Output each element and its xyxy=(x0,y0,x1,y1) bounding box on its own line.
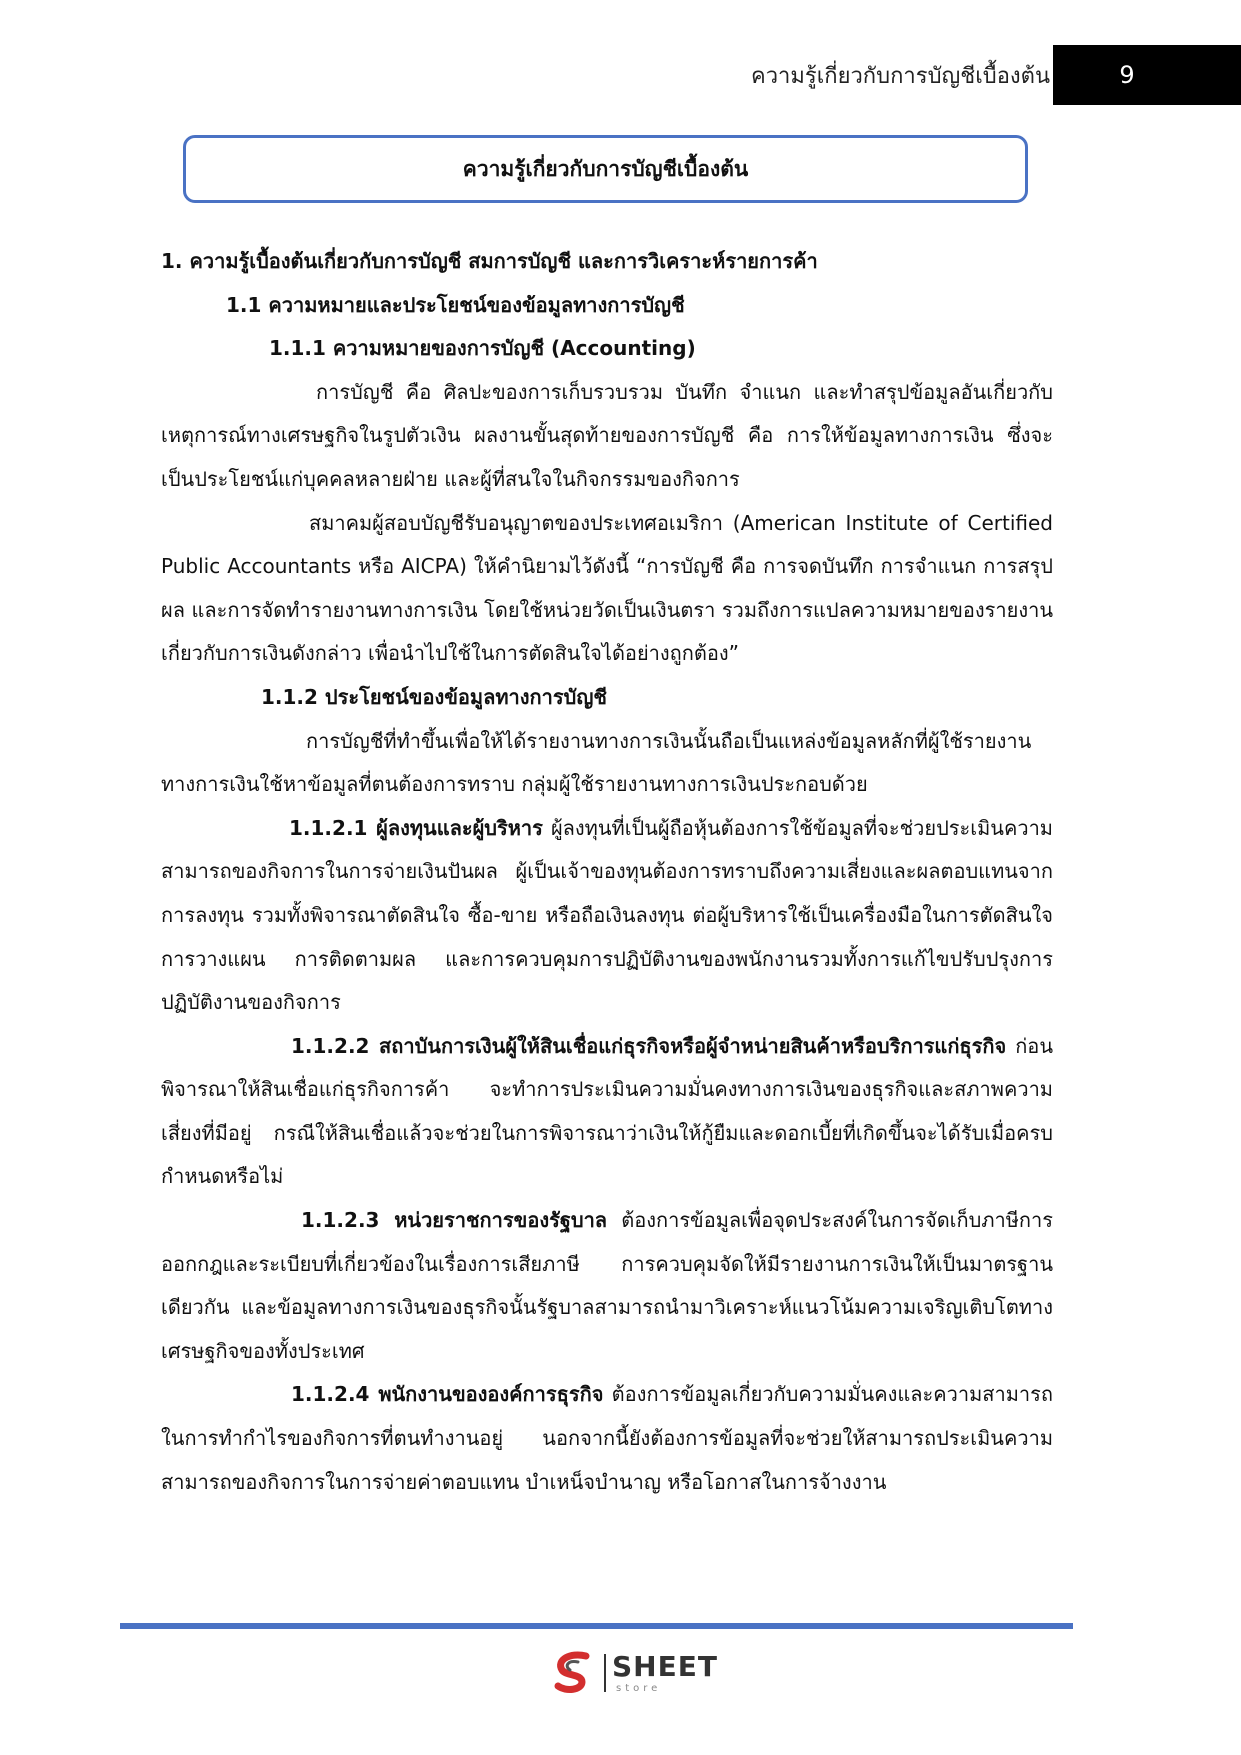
page-number: 9 xyxy=(1119,61,1135,89)
running-header-title: ความรู้เกี่ยวกับการบัญชีเบื้องต้น xyxy=(750,64,1050,89)
item-label: 1.1.2.1 ผู้ลงทุนและผู้บริหาร xyxy=(289,815,543,840)
chapter-title-box xyxy=(183,135,1028,203)
item-label: 1.1.2.4 พนักงานขององค์การธุรกิจ xyxy=(291,1382,604,1407)
subsection-heading: 1.1 ความหมายและประโยชน์ของข้อมูลทางการบัญชี xyxy=(226,292,685,317)
item-label: 1.1.2.3 หน่วยราชการของรัฐบาล xyxy=(301,1208,608,1233)
logo-wordmark: SHEET xyxy=(612,1650,718,1683)
paragraph-definition: การบัญชี คือ ศิลปะของการเก็บรวบรวม บันทึก จำแนก และทำสรุปข้อมูลอันเกี่ยวกับเหตุการณ์ทางเศรษฐกิจในรูปตัวเงิน ผลงานขั้นสุดท้ายของการบัญชี คือ การให้ข้อมูลทางการเงิน ซึ่งจะเป็นประโยชน์แก่บุคคลหลายฝ่าย และผู้ที่สนใจในกิจกรรมของกิจการ xyxy=(161,379,1053,491)
item-text: ต้องการข้อมูลเกี่ยวกับความมั่นคงและความสามารถในการทำกำไรของกิจการที่ตนทำงานอยู่ นอกจากนี้ยังต้องการข้อมูลที่จะช่วยให้สามารถประเมินความสามารถของกิจการในการจ่ายค่าตอบแทน บำเหน็จบำนาญ หรือโอกาสในการจ้างงาน xyxy=(161,1382,1053,1494)
item-text: ก่อนพิจารณาให้สินเชื่อแก่ธุรกิจการค้า จะทำการประเมินความมั่นคงทางการเงินของธุรกิจและสภาพความเสี่ยงที่มีอยู่ กรณีให้สินเชื่อแล้วจะช่วยในการพิจารณาว่าเงินให้กู้ยืมและดอกเบี้ยที่เกิดขึ้นจะได้รับเมื่อครบกำหนดหรือไม่ xyxy=(161,1033,1053,1189)
page-number-box xyxy=(1053,45,1241,105)
list-item-lenders xyxy=(161,1025,1053,1199)
logo-subtext: store xyxy=(616,1683,662,1694)
footer-divider xyxy=(120,1623,1073,1629)
paragraph-aicpa: สมาคมผู้สอบบัญชีรับอนุญาตของประเทศอเมริกา (American Institute of Certified Public Accountants หรือ AICPA) ให้คำนิยามไว้ดังนี้ “การบัญชี คือ การจดบันทึก การจำแนก การสรุปผล และการจัดทำรายงานทางการเงิน โดยใช้หน่วยวัดเป็นเงินตรา รวมถึงการแปลความหมายของรายงานเกี่ยวกับการเงินดังกล่าว เพื่อนำไปใช้ในการตัดสินใจได้อย่างถูกต้อง” xyxy=(161,510,1053,666)
subsubsection-heading-accounting: 1.1.1 ความหมายของการบัญชี (Accounting) xyxy=(269,336,696,361)
list-item-investors xyxy=(161,807,1053,1025)
paragraph-users: การบัญชีที่ทำขึ้นเพื่อให้ได้รายงานทางการเงินนั้นถือเป็นแหล่งข้อมูลหลักที่ผู้ใช้รายงานทางการเงินใช้หาข้อมูลที่ตนต้องการทราบ กลุ่มผู้ใช้รายงานทางการเงินประกอบด้วย xyxy=(161,728,1032,797)
section-heading: 1. ความรู้เบื้องต้นเกี่ยวกับการบัญชี สมการบัญชี และการวิเคราะห์รายการค้า xyxy=(161,249,818,273)
list-item-government xyxy=(161,1199,1053,1373)
subsubsection-heading-benefits: 1.1.2 ประโยชน์ของข้อมูลทางการบัญชี xyxy=(261,684,607,709)
item-text: ต้องการข้อมูลเพื่อจุดประสงค์ในการจัดเก็บภาษีการออกกฎและระเบียบที่เกี่ยวข้องในเรื่องการเสียภาษี การควบคุมจัดให้มีรายงานการเงินให้เป็นมาตรฐานเดียวกัน และข้อมูลทางการเงินของธุรกิจนั้นรัฐบาลสามารถนำมาวิเคราะห์แนวโน้มความเจริญเติบโตทางเศรษฐกิจของทั้งประเทศ xyxy=(161,1208,1053,1363)
list-item-employees xyxy=(161,1373,1053,1504)
item-label: 1.1.2.2 สถาบันการเงินผู้ให้สินเชื่อแก่ธุรกิจหรือผู้จำหน่ายสินค้าหรือบริการแก่ธุรกิจ xyxy=(291,1033,1007,1058)
item-text: ผู้ลงทุนที่เป็นผู้ถือหุ้นต้องการใช้ข้อมูลที่จะช่วยประเมินความสามารถของกิจการในการจ่ายเงินปันผล ผู้เป็นเจ้าของทุนต้องการทราบถึงความเสี่ยงและผลตอบแทนจากการลงทุน รวมทั้งพิจารณาตัดสินใจ ซื้อ-ขาย หรือถือเงินลงทุน ต่อผู้บริหารใช้เป็นเครื่องมือในการตัดสินใจ การวางแผน การติดตามผล และการควบคุมการปฏิบัติงานของพนักงานรวมทั้งการแก้ไขปรับปรุงการปฏิบัติงานของกิจการ xyxy=(161,815,1053,1015)
chapter-title: ความรู้เกี่ยวกับการบัญชีเบื้องต้น xyxy=(462,156,749,181)
document-body xyxy=(161,240,1053,1504)
